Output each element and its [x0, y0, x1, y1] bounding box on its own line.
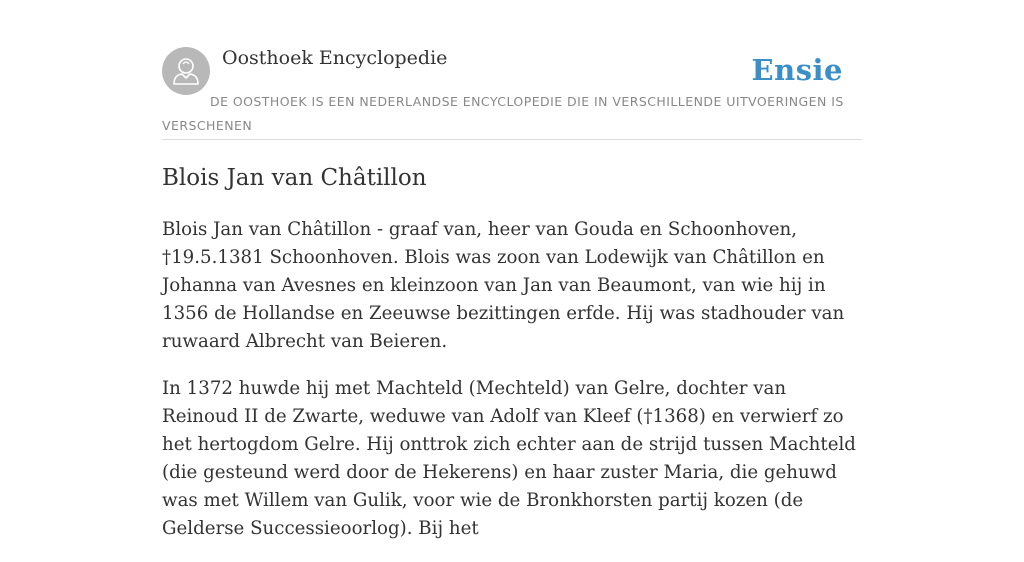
site-tagline: DE OOSTHOEK IS EEN NEDERLANDSE ENCYCLOPEDIE DIE IN VERSCHILLENDE UITVOERINGEN IS VERSCHENEN [162, 94, 844, 133]
user-avatar-icon[interactable] [162, 47, 210, 95]
article-body [162, 216, 864, 562]
article-paragraph: In 1372 huwde hij met Machteld (Mechteld) van Gelre, dochter van Reinoud II de Zwarte, weduwe van Adolf van Kleef (†1368) en verwierf zo het hertogdom Gelre. Hij onttrok zich echter aan de strijd tussen Machteld (die gesteund werd door de Hekerens) en haar zuster Maria, die gehuwd was met Willem van Gulik, voor wie de Bronkhorsten partij kozen (de Gelderse Successieoorlog). Bij het [162, 378, 856, 539]
site-name[interactable]: Oosthoek Encyclopedie [222, 47, 448, 69]
site-header [162, 46, 862, 140]
article-title: Blois Jan van Châtillon [162, 165, 427, 191]
person-icon [162, 47, 210, 95]
ensie-logo[interactable]: Ensie [751, 53, 843, 87]
article-paragraph: Blois Jan van Châtillon - graaf van, heer van Gouda en Schoonhoven, †19.5.1381 Schoonhoven. Blois was zoon van Lodewijk van Châtillon en Johanna van Avesnes en kleinzoon van Jan van Beaumont, van wie hij in 1356 de Hollandse en Zeeuwse bezittingen erfde. Hij was stadhouder van ruwaard Albrecht van Beieren. [162, 219, 845, 352]
